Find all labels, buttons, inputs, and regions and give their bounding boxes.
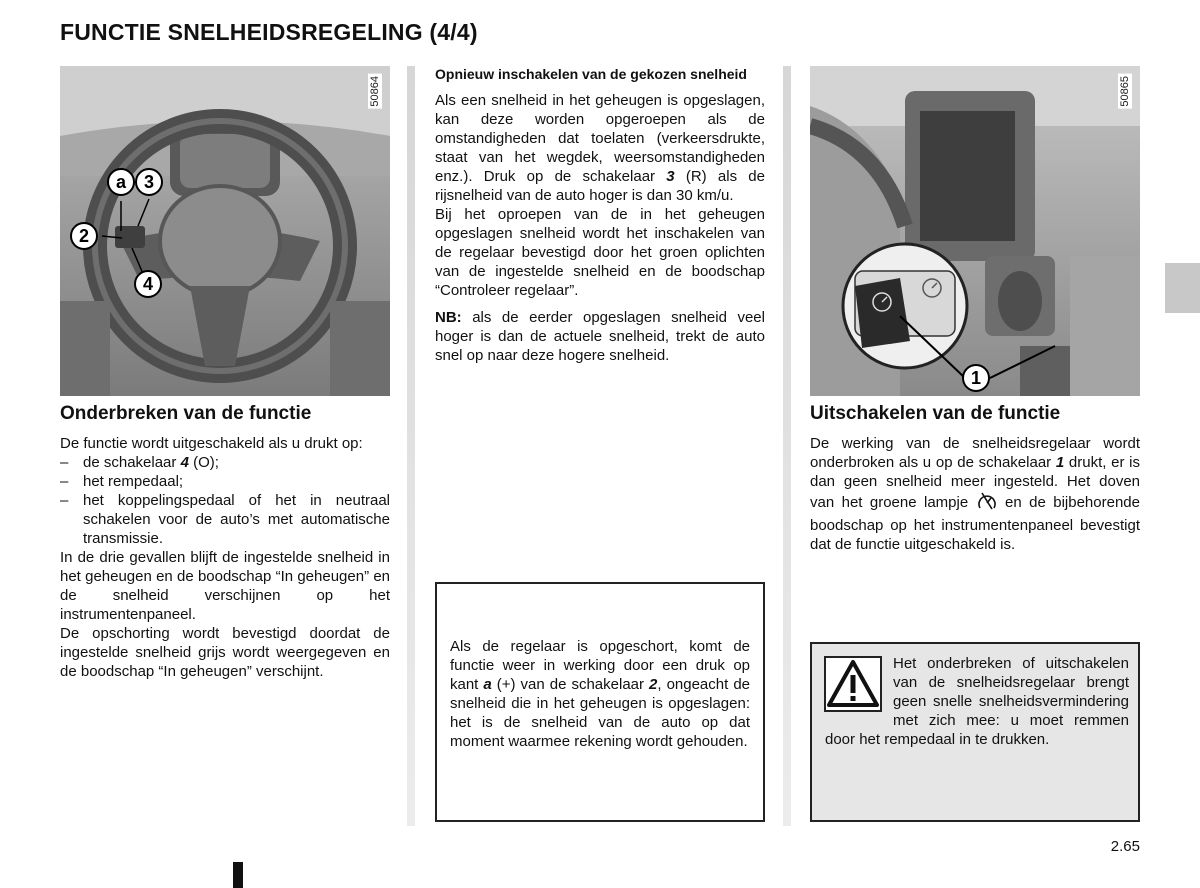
- callout-4: [135, 271, 161, 297]
- section-heading-disable: Uitschakelen van de functie: [810, 403, 1061, 424]
- svg-text:4: 4: [142, 274, 154, 294]
- figure-reference: 50864: [369, 76, 381, 107]
- figure-steering-wheel: [60, 66, 390, 396]
- warning-text: Het onderbreken of uitschakelen van de snelheidsregelaar brengt geen snelle snelheidsvermindering met zich mee: u moet remmen door het rempedaal in te drukken.: [825, 655, 1129, 748]
- column-divider: [407, 66, 415, 826]
- footer-mark: [233, 862, 243, 888]
- info-box: [435, 582, 765, 822]
- interrupt-paragraph: In de drie gevallen blijft de ingestelde snelheid in het geheugen en de boodschap “In geheugen” en de snelheid verschijnen op het instrumentenpaneel.: [60, 549, 390, 623]
- nb-note: NB: als de eerder opgeslagen snelheid veel hoger is dan de actuele snelheid, trekt de auto snel op naar deze hogere snelheid.: [435, 309, 765, 364]
- section-tab: [1165, 263, 1200, 313]
- interrupt-paragraph: De opschorting wordt bevestigd doordat de ingestelde snelheid grijs wordt weergegeven en de boodschap “In geheugen” verschijnt.: [60, 625, 390, 680]
- svg-text:1: 1: [970, 368, 982, 388]
- info-box-text: Als de regelaar is opgeschort, komt de functie weer in werking door een druk op kant a (+) van de schakelaar 2, ongeacht de snelheid die in het geheugen is opgeslagen: het is de snelheid van de auto op dat moment waarmee rekening wordt gehouden.: [450, 638, 750, 750]
- list-item: – de schakelaar 4 (O);: [60, 453, 390, 472]
- svg-text:a: a: [115, 172, 127, 192]
- disable-text: De werking van de snelheidsregelaar wordt onderbroken als u op de schakelaar 1 drukt, er is dan geen snelheid meer ingesteld. Het doven van het groene lampje en de bijbehorende boodschap op het instrumentenpaneel bevestigt dat de functie uitgeschakeld is.: [810, 435, 1140, 553]
- callout-3: [136, 169, 162, 195]
- figure-center-console: [810, 66, 1140, 396]
- interrupt-list: [60, 453, 390, 548]
- svg-text:3: 3: [143, 172, 155, 192]
- section-heading-resume: Opnieuw inschakelen van de gekozen snelheid: [435, 66, 747, 82]
- list-item: – het rempedaal;: [60, 472, 390, 491]
- resume-paragraph: Bij het oproepen van de in het geheugen opgeslagen snelheid wordt het inschakelen van de regelaar bevestigd door het groen oplichten van de ingestelde snelheid en de boodschap “Controleer regelaar”.: [435, 206, 765, 299]
- page-number: 2.65: [1110, 838, 1140, 855]
- svg-text:2: 2: [78, 226, 90, 246]
- speedometer-lamp-icon: [976, 491, 998, 516]
- interrupt-intro: De functie wordt uitgeschakeld als u drukt op:: [60, 435, 363, 452]
- page-title: FUNCTIE SNELHEIDSREGELING (4/4): [60, 19, 478, 45]
- list-item: – het koppelingspedaal of het in neutraal schakelen voor de auto’s met automatische transmissie.: [60, 491, 390, 548]
- resume-section: [435, 66, 765, 365]
- callout-a: [108, 169, 134, 195]
- resume-paragraph: Als een snelheid in het geheugen is opgeslagen, kan deze worden opgeroepen als de omstandigheden dat toelaten (verkeersdrukte, staat van het wegdek, weersomstandigheden enz.). Druk op de schakelaar 3 (R) als de rijsnelheid van de auto hoger is dan 30 km/u.: [435, 92, 765, 204]
- section-heading-interrupt: Onderbreken van de functie: [60, 403, 312, 424]
- figure-reference: 50865: [1119, 76, 1131, 107]
- column-divider: [783, 66, 791, 826]
- callout-1: [963, 365, 989, 391]
- interrupt-text: [60, 434, 390, 681]
- warning-box: [810, 642, 1140, 822]
- callout-2: [71, 223, 97, 249]
